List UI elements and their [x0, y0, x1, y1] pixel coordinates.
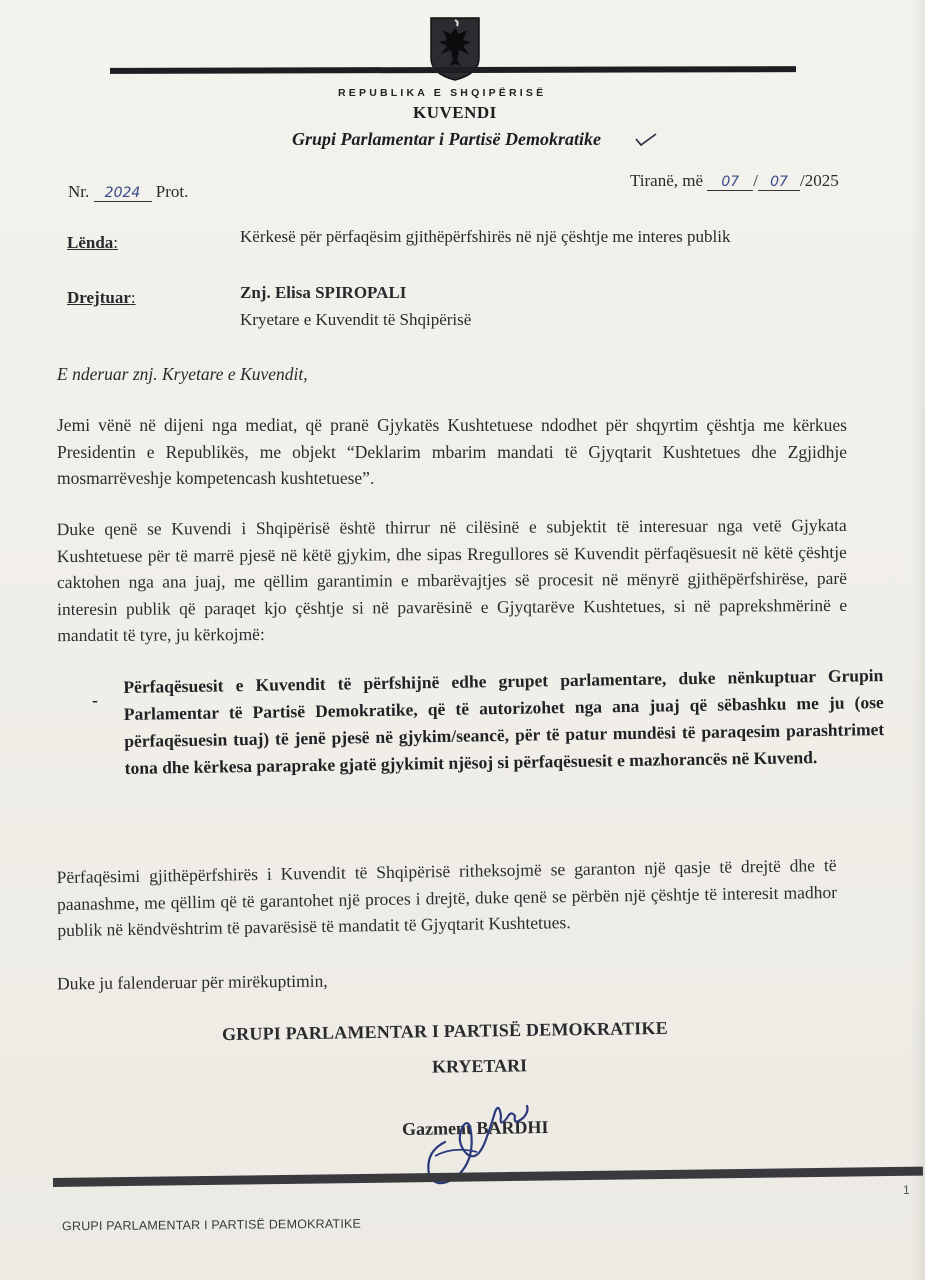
header-rule	[110, 66, 796, 74]
request-bullet: Përfaqësuesit e Kuvendit të përfshijnë edhe grupet parlamentare, duke nënkuptuar Grupin Parlamentar të Partisë Demokratike, që të autorizohet nga ana juaj që sëbashku me ju (ose përfaqësuesin tuaj) të jenë pjesë në gjykim/seancë, për të patur mundësi të paraqesim parashtrimet tona dhe kërkesa paraprake gjatë gjykimit njësoj si përfaqësuesit e mazhorancës në Kuvend.	[123, 665, 885, 778]
place-date: Tiranë, më 07 / 07 /2025	[630, 171, 839, 190]
nr-label: Nr.	[68, 182, 90, 201]
date-day: 07	[707, 174, 753, 191]
signatory-name: Gazment BARDHI	[401, 1116, 549, 1140]
addressee-name: Znj. Elisa SPIROPALI	[240, 283, 407, 302]
subject-text: Kërkesë për përfaqësim gjithëpërfshirës në një çështje me interes publik	[240, 227, 731, 246]
signatory-organization: GRUPI PARLAMENTAR I PARTISË DEMOKRATIKE	[221, 1017, 668, 1045]
closing-line: Duke ju falenderuar për mirëkuptimin,	[56, 970, 328, 994]
republic-name: REPUBLIKA E SHQIPËRISË	[338, 87, 547, 99]
nr-value: 2024	[94, 185, 152, 202]
salutation: E nderuar znj. Kryetare e Kuvendit,	[57, 364, 308, 384]
footer-text: GRUPI PARLAMENTAR I PARTISË DEMOKRATIKE	[61, 1216, 362, 1234]
place-label: Tiranë, më	[630, 171, 704, 190]
paragraph-1: Jemi vënë në dijeni nga mediat, që pranë Gjykatës Kushtetuese ndodhet për shqyrtim çështja me kërkues Presidentin e Republikës, me objekt “Deklarim mbarim mandati të Gjyqtarit Kushtetues dhe Zgjidhje mosmarrëveshje kompetencash kushtetuese”.	[57, 415, 847, 488]
group-name: Grupi Parlamentar i Partisë Demokratike	[292, 129, 602, 149]
institution-name: KUVENDI	[413, 103, 497, 122]
date-month: 07	[758, 174, 800, 191]
signatory-title: KRYETARI	[431, 1055, 528, 1077]
page-number: 1	[903, 1183, 910, 1197]
subject-label: Lënda:	[67, 233, 119, 252]
prot-label: Prot.	[155, 182, 189, 201]
protocol-number	[68, 182, 188, 202]
page-edge-shadow	[911, 0, 925, 1280]
paragraph-2: Duke qenë se Kuvendi i Shqipërisë është thirrur në cilësinë e subjektit të interesuar nga vetë Gjykata Kushtetuese për të marrë pjesë në këtë gjykim, dhe sipas Rregullores së Kuvendit përfaqësuesit në këtë çështje caktohen nga ana juaj, me qëllim garantimin e mbarëvajtjes së procesit në mënyrë gjithëpërfshirëse, parë interesin publik që paraqet kjo çështje si në pavarësinë e Gjyqtarëve Kushtetues, si në paprekshmërinë e mandatit të tyre, ju kërkojmë:	[56, 514, 848, 646]
date-year: /2025	[800, 171, 839, 190]
paragraph-3: Përfaqësimi gjithëpërfshirës i Kuvendit të Shqipërisë ritheksojmë se garanton një qasje të drejtë dhe të paanashme, me qëllim që të garantohet një proces i drejtë, duke qenë se përbën një çështje të interesit madhor publik në këndvështrim të pavarësisë të mandatit të Gjyqtarit Kushtetues.	[56, 854, 838, 941]
handwritten-checkmark-icon	[634, 131, 658, 147]
addressee-title: Kryetare e Kuvendit të Shqipërisë	[240, 310, 472, 329]
bullet-marker: -	[92, 690, 98, 710]
addressee-label: Drejtuar:	[67, 288, 136, 307]
